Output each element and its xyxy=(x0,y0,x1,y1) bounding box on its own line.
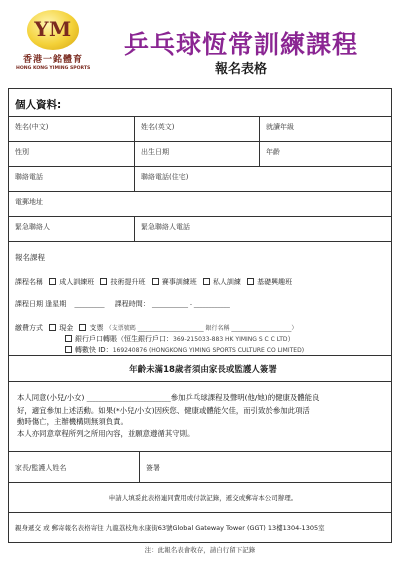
course-section xyxy=(9,242,391,356)
page-title: 乒乓球恆常訓練課程 xyxy=(123,30,358,59)
birth-date-label: 出生日期 xyxy=(141,148,169,156)
course-option-basic[interactable]: 基礎興趣班 xyxy=(243,278,292,286)
guardian-notice-row xyxy=(9,356,391,382)
course-heading: 報名課程 xyxy=(15,253,45,262)
signature-label: 簽署 xyxy=(146,464,160,472)
form-row-emergency xyxy=(9,217,391,242)
checkbox-icon[interactable] xyxy=(203,278,210,285)
age-field[interactable] xyxy=(259,142,391,166)
page-subtitle: 報名表格 xyxy=(214,62,267,77)
name-cn-field[interactable] xyxy=(9,117,134,141)
course-date-blank[interactable]: __________ xyxy=(74,301,105,308)
emergency-contact-field[interactable] xyxy=(9,217,134,241)
bank-transfer-row: 銀行戶口轉賬（恒生銀行戶口：369-215033-883 HK YIMING S C C LTD） xyxy=(61,334,295,344)
form-row-phones xyxy=(9,167,391,192)
bank-account: 369-215033-883 HK YIMING S C C LTD xyxy=(173,336,288,343)
signature-row xyxy=(9,452,391,483)
payment-cheque[interactable]: 支票 xyxy=(75,324,103,332)
guardian-name-label: 家長/監護人姓名 xyxy=(15,464,67,472)
emergency-contact-label: 緊急聯絡人 xyxy=(15,223,50,231)
child-name-blank[interactable]: ____________________________ xyxy=(86,395,171,402)
checkbox-icon[interactable] xyxy=(152,278,159,285)
form-row-gender xyxy=(9,142,391,167)
email-field[interactable] xyxy=(9,192,391,216)
submit-notice-row xyxy=(9,483,391,513)
logo-name-cn: 香港一銘體育 xyxy=(22,55,83,65)
name-en-field[interactable] xyxy=(134,117,259,141)
fps-id: 169240876 (HONGKONG YIMING SPORTS CULTURE CO LIMITED) xyxy=(112,347,305,354)
age-label: 年齡 xyxy=(266,148,280,156)
payment-cash[interactable]: 現金 xyxy=(45,324,73,332)
checkbox-icon[interactable] xyxy=(49,278,56,285)
course-time-label: 課程時間： xyxy=(114,300,150,308)
company-logo xyxy=(16,10,90,71)
course-date-row xyxy=(15,299,230,309)
course-time-blank[interactable]: ____________ - ____________ xyxy=(151,301,230,308)
consent-section xyxy=(9,382,391,452)
cheque-details[interactable]: （支票號碼 ______________________ 銀行名稱 ____________________） xyxy=(105,325,298,332)
checkbox-icon[interactable] xyxy=(247,278,254,285)
personal-heading: 個人資料: xyxy=(15,99,62,111)
course-name-row xyxy=(15,277,292,287)
submit-notice: 申請人填妥此表格連同費用或付款記錄，遞交或郵寄本公司辦理。 xyxy=(108,494,298,502)
gender-label: 性別 xyxy=(15,148,29,156)
fps-label: 轉數快 ID： xyxy=(75,346,113,354)
consent-line-4: 本人亦同意章程所列之所用內容，並願意遵循其守則。 xyxy=(17,428,195,438)
registration-form xyxy=(8,88,392,543)
birth-date-field[interactable] xyxy=(134,142,259,166)
guardian-name-field[interactable] xyxy=(9,452,139,482)
course-option-competition[interactable]: 賽事訓練班 xyxy=(148,278,197,286)
checkbox-icon[interactable] xyxy=(100,278,107,285)
home-phone-field[interactable] xyxy=(134,167,391,191)
emergency-phone-field[interactable] xyxy=(134,217,391,241)
submit-address: 親身遞交 或 郵寄報名表格寄往 九龍荔枝角永康街63號Global Gateway Tower (GGT) 13樓1304-1305室 xyxy=(15,524,325,532)
payment-label: 繳費方式 xyxy=(15,324,43,332)
checkbox-icon[interactable] xyxy=(65,335,72,342)
name-en-label: 姓名(英文) xyxy=(141,123,175,131)
course-option-advanced[interactable]: 技術提升班 xyxy=(96,278,145,286)
course-option-private[interactable]: 私人訓練 xyxy=(199,278,241,286)
school-grade-label: 就讀年級 xyxy=(266,123,294,131)
phone-label: 聯絡電話 xyxy=(15,173,43,181)
home-phone-label: 聯絡電話(住宅) xyxy=(141,173,189,181)
footer-note: 注：此報名表會收存，請自行留下記錄 xyxy=(144,546,256,554)
gender-field[interactable] xyxy=(9,142,134,166)
checkbox-icon[interactable] xyxy=(65,346,72,353)
name-cn-label: 姓名(中文) xyxy=(15,123,49,131)
email-label: 電郵地址 xyxy=(15,198,43,206)
logo-emblem xyxy=(27,10,79,50)
fps-row xyxy=(61,345,304,355)
signature-field[interactable] xyxy=(139,452,391,482)
guardian-notice: 年齡未滿18歲者須由家長或監護人簽署 xyxy=(129,365,277,375)
payment-row xyxy=(15,323,297,333)
form-row-email xyxy=(9,192,391,217)
consent-line-2: 好，適宜參加上述活動。如果(*小兒/小女)因疾您、健康或體能欠佳，而引致於參加此項活 xyxy=(17,405,310,415)
personal-section-header xyxy=(9,89,391,117)
course-date-label: 課程日期 逢星期 xyxy=(15,300,67,308)
emergency-phone-label: 緊急聯絡人電話 xyxy=(141,223,190,231)
logo-mark: YM xyxy=(34,17,72,41)
consent-line-3: 動時傷亡，主辦機構則無須負責。 xyxy=(17,417,128,426)
address-row xyxy=(9,513,391,544)
school-grade-field[interactable] xyxy=(259,117,391,141)
logo-name-en: HONG KONG YIMING SPORTS xyxy=(16,66,91,71)
phone-field[interactable] xyxy=(9,167,134,191)
checkbox-icon[interactable] xyxy=(79,324,86,331)
form-row-names xyxy=(9,117,391,142)
course-option-adult[interactable]: 成人訓練班 xyxy=(45,278,94,286)
consent-line-1: 本人同意(小兒/小女) ____________________________參加乒乓球課程及聲明(他/她)的健康及體能良 xyxy=(17,393,320,402)
bank-transfer-label: 銀行戶口轉賬（恒生銀行戶口： xyxy=(75,335,173,343)
checkbox-icon[interactable] xyxy=(49,324,56,331)
consent-text xyxy=(17,392,385,439)
course-name-label: 課程名稱 xyxy=(15,278,43,286)
